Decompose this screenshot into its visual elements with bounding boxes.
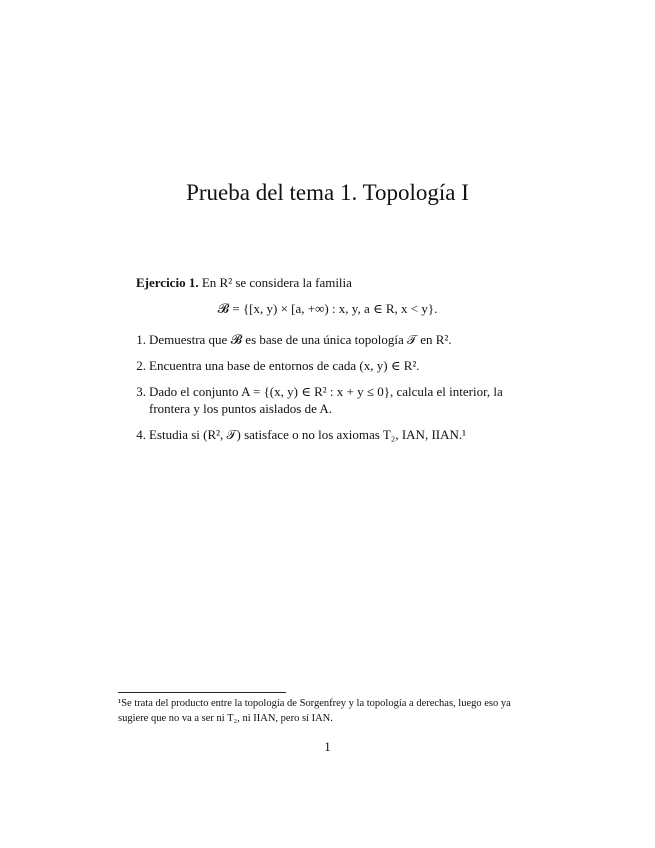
exercise-label: Ejercicio 1. xyxy=(136,275,199,290)
list-item-text: Dado el conjunto A = {(x, y) ∈ R² : x + y ≤ 0}, calcula el interior, la frontera y los puntos aislados de A. xyxy=(149,384,503,416)
list-item-text: Demuestra que 𝓑 es base de una única topología 𝒯 en R². xyxy=(149,332,452,347)
exercise-intro: En R² se considera la familia xyxy=(198,275,352,290)
exercise-heading xyxy=(136,274,546,292)
page-title: Prueba del tema 1. Topología I xyxy=(186,180,469,205)
page-number: 1 xyxy=(324,739,331,754)
list-item-number: 2. xyxy=(136,358,146,373)
footnote-rule xyxy=(118,692,286,693)
footnote: ¹Se trata del producto entre la topología de Sorgenfrey y la topología a derechas, luego eso ya sugiere que no va a ser ni T₂, ni IIAN, pero sí IAN. xyxy=(118,698,511,724)
list-item-number: 1. xyxy=(136,332,146,347)
list-item-text: Estudia si (R², 𝒯) satisface o no los axiomas T₂, IAN, IIAN.¹ xyxy=(149,427,467,442)
display-formula: 𝓑 = {[x, y) × [a, +∞) : x, y, a ∈ R, x < y}. xyxy=(217,301,438,316)
list-item-number: 4. xyxy=(136,427,146,442)
list-item-number: 3. xyxy=(136,384,146,399)
list-item-text: Encuentra una base de entornos de cada (x, y) ∈ R². xyxy=(149,358,420,373)
